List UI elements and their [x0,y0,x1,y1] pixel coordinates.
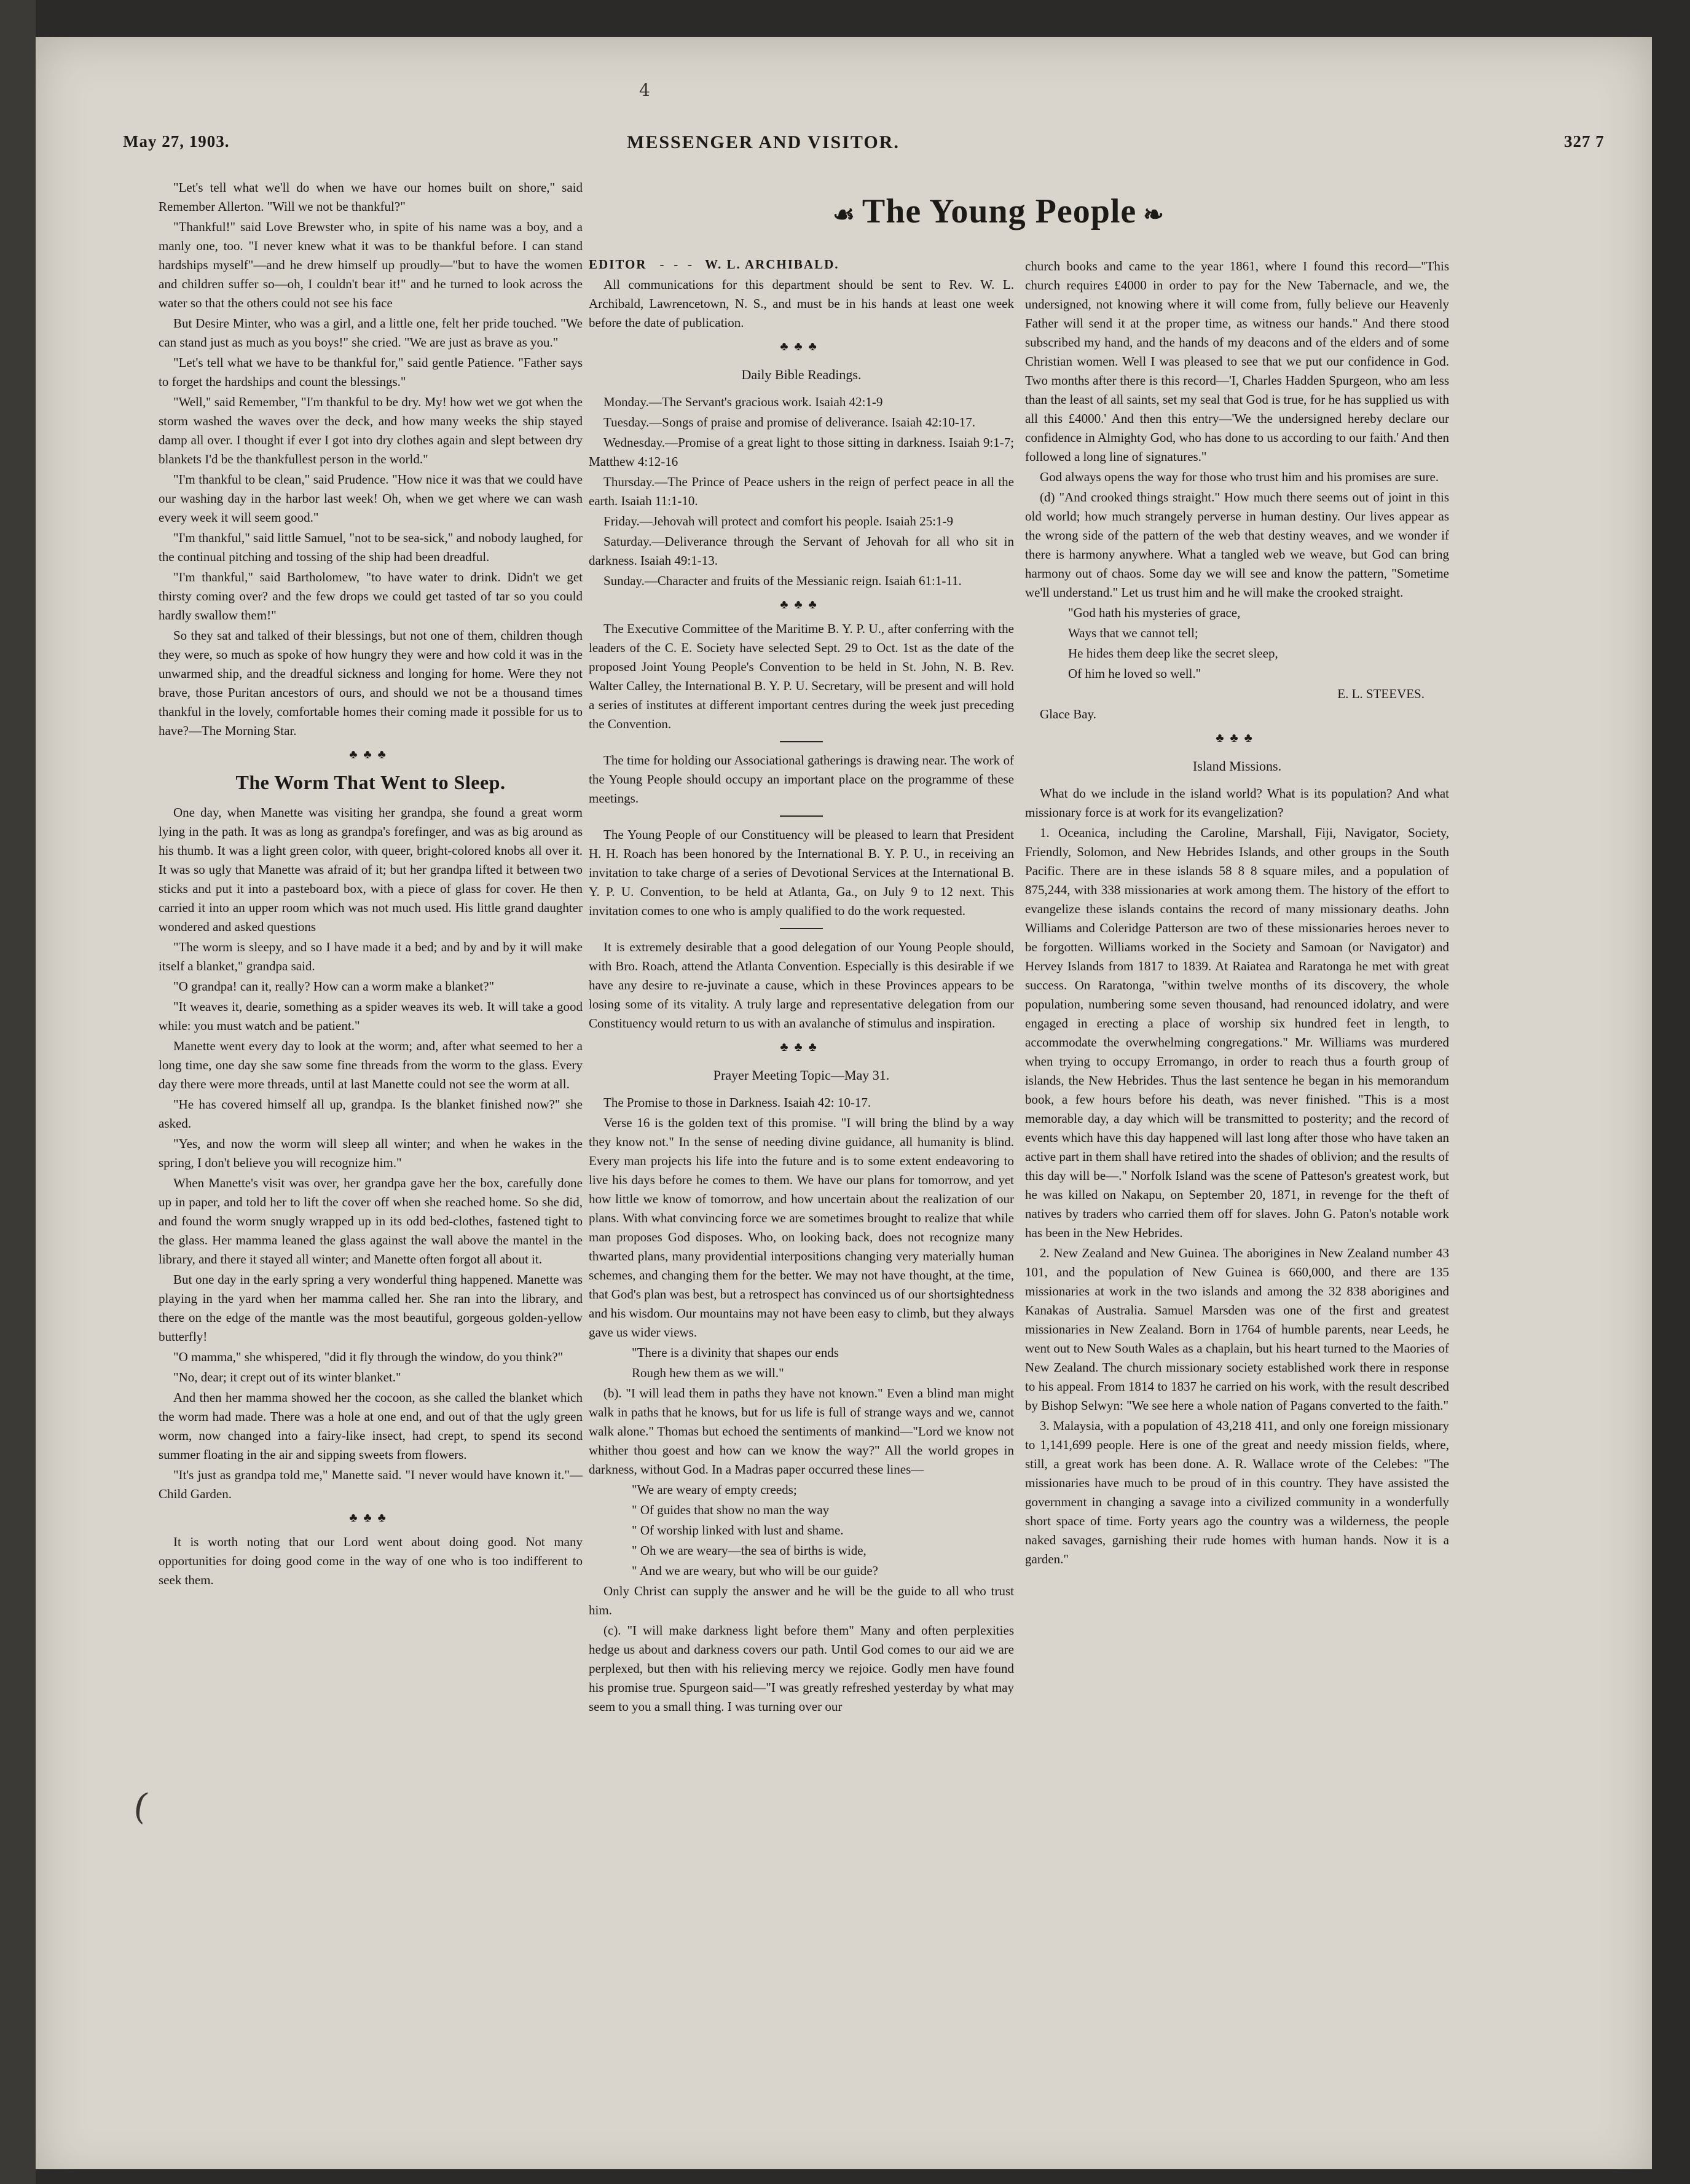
paragraph: "I'm thankful," said little Samuel, "not to be sea-sick," and nobody laughed, for the continual pitching and tossing of the ship had been dreadful. [159,530,583,564]
reading-item: Wednesday.—Promise of a great light to those sitting in darkness. Isaiah 9:1-7; Matthew 4:12-16 [589,435,1014,469]
section-ornament-icon: ♣♣♣ [349,748,392,761]
paragraph: "O grandpa! can it, really? How can a worm make a blanket?" [173,979,495,994]
poem-line: "We are weary of empty creeds; [632,1482,797,1497]
poem-line: Rough hew them as we will." [632,1365,784,1380]
paragraph: "Well," said Remember, "I'm thankful to be dry. My! how wet we got when the storm washed the waves over the deck, and how many weeks the ship stayed damp all over. I thought if ever I got into dry clothes again and slept between dry blankets I'd be the thankfullest person in the world." [159,395,583,466]
editor-line: EDITOR - - - W. L. ARCHIBALD. [589,257,839,272]
column-3 [1025,257,1449,2156]
paragraph: "I'm thankful," said Bartholomew, "to have water to drink. Didn't we get thirsty coming over? and the few drops we could get tasted of tar so you could hardly swallow them!" [159,570,583,623]
paragraph: church books and came to the year 1861, where I found this record—"This church requires £4000 in order to pay for the New Tabernacle, and we, the undersigned, not knowing where it will come from, fully believe our Heavenly Father will send it at the proper time, as witness our hands." And there stood subscribed my hand, and the hands of my deacons and of the elders and of some Christian women. Well I was pleased to see that we put our confidence in God. Two months after there is this record—'I, Charles Hadden Spurgeon, who am less than the least of all saints, set my seal that God is true, for he has supplied us with all this £4000.' And then this entry—'We the undersigned hereby declare our confidence in Almighty God, who has done to us according to our faith.' And then followed a long line of signatures." [1025,259,1449,464]
paragraph: "I'm thankful to be clean," said Prudence. "How nice it was that we could have our washing day in the harbor last week! Oh, when we get where we can wash every week it will seem good." [159,472,583,525]
article-title: The Worm That Went to Sleep. [235,771,506,793]
divider [780,741,823,742]
paragraph: "It weaves it, dearie, something as a spider weaves its web. It will take a good while: you must watch and be patient." [159,999,583,1033]
poem-line: "God hath his mysteries of grace, [1068,605,1241,620]
paragraph: Verse 16 is the golden text of this promise. "I will bring the blind by a way they know not." In the sense of needing divine guidance, all humanity is blind. Every man projects his life into the future and is to some extent endeavoring to live his days before he comes to them. We have our plans for tomorrow, and yet how little we know of tomorrow, and how uncertain about the realization of our plans. With what convincing force we are sometimes brought to realize that while man proposes God disposes. Who, on looking back, does not recognize many thwarted plans, many providential interpositions changing very materially human schemes, and changing them for the better. We may not have thought, at the time, that God's plan was best, but a retrospect has convinced us of our shortsightedness and his wisdom. Our mountains may not have been easy to climb, but they always gave us wider views. [589,1115,1014,1340]
section-ornament-icon: ♣♣♣ [1216,731,1259,745]
paragraph: "O mamma," she whispered, "did it fly through the window, do you think?" [173,1349,564,1364]
paragraph: 2. New Zealand and New Guinea. The aborigines in New Zealand number 43 101, and the population of New Guinea is 660,000, and there are 135 missionaries at work in the two islands and among the 32 838 aborigines and Kanakas of Australia. Samuel Marsden was one of the first and greatest missionaries in New Zealand. Born in 1764 of humble parents, near Leeds, he went out to New South Wales as a chaplain, but his heart turned to the Maories of New Zealand. The church missionary society established work there in response to his appeal. From 1814 to 1837 he carried on his work, with the result described by Bishop Selwyn: "We see here a whole nation of Pagans converted to the faith." [1025,1246,1449,1413]
paragraph: All communications for this department should be sent to Rev. W. L. Archibald, Lawrencetown, N. S., and must be in his hands at least one week before the date of publication. [589,277,1014,330]
section-ornament-icon: ♣♣♣ [780,1040,823,1054]
paragraph: One day, when Manette was visiting her grandpa, she found a great worm lying in the path. It was as long as grandpa's forefinger, and was as big around as his thumb. It was a light green color, with queer, bright-colored knobs all over it. It was so ugly that Manette was afraid of it; but her grandpa lifted it between two sticks and put it into a pasteboard box, with a piece of glass for cover. He then carried it into an upper room which was not much used. His little grand daughter wondered and asked questions [159,805,583,934]
paragraph: 3. Malaysia, with a population of 43,218 411, and only one foreign missionary to 1,141,699 people. Here is one of the great and needy mission fields, where, still, a great work has been done. A. R. Wallace wrote of the Celebes: "The missionaries have much to be proud of in this country. They have assisted the government in changing a savage into a civilized community in a wonderfully short space of time. Forty years ago the country was a wilderness, the people naked savages, garnishing their rude homes with human hands. Now it is a garden." [1025,1418,1449,1566]
paragraph: It is worth noting that our Lord went about doing good. Not many opportunities for doing good come in the way of one who is too indifferent to seek them. [159,1534,583,1587]
author-signature: E. L. STEEVES. [1337,686,1425,701]
paragraph: "Let's tell what we have to be thankful for," said gentle Patience. "Father says to forget the hardships and count the blessings." [159,355,583,389]
paragraph: "No, dear; it crept out of its winter blanket." [173,1370,401,1385]
pilgrim-story [159,178,583,740]
poem-line: " Of guides that show no man the way [632,1502,830,1517]
paragraph: It is extremely desirable that a good delegation of our Young People should, with Bro. Roach, attend the Atlanta Convention. Especially is this desirable if we have any desire to re-juvinate a cause, which in these Provinces appears to be losing some of its vitality. A truly large and representative delegation from our Constituency would return to us with an avalanche of stimulus and inspiration. [589,940,1014,1031]
reading-item: Tuesday.—Songs of praise and promise of deliverance. Isaiah 42:10-17. [603,415,975,430]
paragraph: (b). "I will lead them in paths they have not known." Even a blind man might walk in paths that he knows, but for us life is full of strange ways and we, cannot walk alone." Thomas but echoed the sentiments of mankind—"Lord we know not whither thou goest and how can we know the way?" All the world gropes in darkness, without God. In a Madras paper occurred these lines— [589,1386,1014,1477]
paragraph: "Thankful!" said Love Brewster who, in spite of his name was a boy, and a manly one, too. "I never knew what it was to be thankful before. I can stand hardships myself"—and he drew himself up proudly—"but to have the women and children suffer so—oh, I couldn't bear it!" and he turned to look across the water so that the others could not see his face [159,219,583,310]
paragraph: (c). "I will make darkness light before them" Many and often perplexities hedge us about and darkness covers our path. Until God comes to our aid we are perplexed, but then with his relieving mercy we rejoice. Godly men have found his promise true. Spurgeon said—"I was greatly refreshed yesterday by what may seem to you a small thing. I was turning over our [589,1623,1014,1714]
paragraph: The time for holding our Associational gatherings is drawing near. The work of the Young People should occupy an important place on the programme of these meetings. [589,753,1014,806]
page-bottom-edge [36,2169,1652,2184]
island-missions-title: Island Missions. [1192,758,1282,774]
paragraph: "He has covered himself all up, grandpa. Is the blanket finished now?" she asked. [159,1097,583,1131]
ornament-left-icon: ☙ [833,200,862,229]
paragraph: God always opens the way for those who trust him and his promises are sure. [1040,469,1439,484]
paragraph: 1. Oceanica, including the Caroline, Marshall, Fiji, Navigator, Society, Friendly, Solomon, and New Hebrides Islands, and other groups in the South Pacific. There are in these islands 58 8 8 square miles, and a population of 875,244, with 338 missionaries at work among them. The history of the effort to evangelize these islands contains the record of many missionary deaths. John Williams and Coleridge Patterson are two of these missionaries heroes never to be forgotten. Williams worked in the Society and Samoan (or Navigator) and Hervey Islands from 1817 to 1839. At Raiatea and Raratonga he met with great success. On Raratonga, "within twelve months of its discovery, the whole population, numbering some seven thousand, had renounced idolatry, and were engaged in erecting a place of worship six hundred feet in length, to accommodate the overwhelming congregations." Mr. Williams was murdered when trying to occupy Erromango, in order to reach thus a fourth group of islands, the New Hebrides. Thus the last sentence he began in his memorandum book, a few hours before his death, was never finished. "This is a most memorable day, a day which will be transmitted to posterity; and the record of events which have this day happened will last long after those who have taken an active part in them shall have retired into the shades of oblivion; and the results of this day will be—." Norfolk Island was the scene of Patteson's greatest work, but he was killed on Nakapu, on September 20, 1871, in revenge for the theft of natives by traders who carried them off for slaves. John G. Paton's notable work has been in the New Hebrides. [1025,825,1449,1240]
section-ornament-icon: ♣♣♣ [780,598,823,611]
place-line: Glace Bay. [1040,707,1096,721]
poem-line: " And we are weary, but who will be our guide? [632,1563,878,1578]
masthead: MESSENGER AND VISITOR. [627,132,900,152]
paragraph: So they sat and talked of their blessings, but not one of them, children though they were, so much as spoke of how hungry they were and how cold it was in the unwarmed ship, and the dreadful sickness and longing for home. Were they not brave, those Puritan ancestors of ours, and should we not be a thousand times thankful in the lovely, comfortable homes their coming made it possible for us to have?—The Morning Star. [159,628,583,738]
section-ornament-icon: ♣♣♣ [780,340,823,353]
readings-title: Daily Bible Readings. [741,367,862,382]
divider [780,928,823,929]
editor-label: EDITOR [589,257,647,272]
paragraph: But Desire Minter, who was a girl, and a little one, felt her pride touched. "We can stand just as much as you boys!" she cried. "We are just as brave as you." [159,316,583,350]
section-title [833,192,1165,231]
paragraph: What do we include in the island world? What is its population? And what missionary force is at work for its evangelization? [1025,786,1449,820]
paragraph: "It's just as grandpa told me," Manette said. "I never would have known it."—Child Garden. [159,1467,583,1501]
reading-item: Friday.—Jehovah will protect and comfort his people. Isaiah 25:1-9 [603,514,953,528]
section-title-text: The Young People [862,192,1137,230]
poem-line: He hides them deep like the secret sleep, [1068,646,1278,661]
paragraph: The Young People of our Constituency will be pleased to learn that President H. H. Roach has been honored by the International B. Y. P. U., in receiving an invitation to take charge of a series of Devotional Services at the International B. Y. P. U. Convention, to be held at Atlanta, Ga., on July 9 to 12 next. This invitation comes to one who is amply qualified to do the work requested. [589,827,1014,918]
poem-line: " Of worship linked with lust and shame. [632,1523,844,1538]
poem-line: "There is a divinity that shapes our ends [632,1345,839,1360]
paragraph: "Yes, and now the worm will sleep all winter; and when he wakes in the spring, I don't believe you will recognize him." [159,1136,583,1170]
reading-item: Monday.—The Servant's gracious work. Isaiah 42:1-9 [603,395,883,409]
paragraph: Manette went every day to look at the worm; and, after what seemed to her a long time, one day she saw some fine threads from the worm to the glass. Every day there were more threads, until at last Manette could not see the worm at all. [159,1039,583,1091]
column-1 [159,178,583,2145]
binding-edge [0,0,36,2184]
reading-item: Thursday.—The Prince of Peace ushers in the reign of perfect peace in all the earth. Isaiah 11:1-10. [589,474,1014,508]
reading-item: Saturday.—Deliverance through the Servant of Jehovah for all who sit in darkness. Isaiah 49:1-13. [589,534,1014,568]
issue-date: May 27, 1903. [123,132,230,151]
poem-line: " Oh we are weary—the sea of births is wide, [632,1543,867,1558]
column-2 [589,255,1014,2154]
section-ornament-icon: ♣♣♣ [349,1511,392,1525]
editor-name: W. L. ARCHIBALD. [704,257,839,272]
page-number: 327 7 [1564,132,1605,151]
top-mark: 4 [639,80,650,100]
paragraph: "The worm is sleepy, and so I have made it a bed; and by and by it will make itself a blanket," grandpa said. [159,940,583,973]
paragraph: The Executive Committee of the Maritime B. Y. P. U., after conferring with the leaders of the C. E. Society have selected Sept. 29 to Oct. 1st as the date of the proposed Joint Young People's Convention to be held in St. John, N. B. Rev. Walter Calley, the International B. Y. P. U. Secretary, will be present and will hold a series of institutes at different important centres during the week just preceding the Convention. [589,621,1014,731]
paragraph: The Promise to those in Darkness. Isaiah 42: 10-17. [603,1095,871,1110]
paragraph: "Let's tell what we'll do when we have our homes built on shore," said Remember Allerton. "Will we not be thankful?" [159,180,583,214]
worm-story [159,803,583,1504]
paragraph: And then her mamma showed her the cocoon, as she called the blanket which the worm had made. There was a hole at one end, and out of that the ugly green worm, now changed into a fairy-like insect, had crept, to spend its second summer floating in the air and sipping sweets from flowers. [159,1390,583,1462]
prayer-topic-title: Prayer Meeting Topic—May 31. [713,1067,890,1083]
poem-line: Ways that we cannot tell; [1068,626,1198,640]
divider [780,815,823,817]
ornament-right-icon: ❧ [1136,200,1165,229]
margin-pencil-mark-icon: ( [130,1784,152,1828]
poem-line: Of him he loved so well." [1068,666,1201,681]
reading-item: Sunday.—Character and fruits of the Messianic reign. Isaiah 61:1-11. [603,573,962,588]
paragraph: When Manette's visit was over, her grandpa gave her the box, carefully done up in paper, and told her to lift the cover off when she reached home. So she did, and found the worm snugly wrapped up in its odd bed-clothes, fastened tight to the glass. Her mamma leaned the glass against the wall above the mantel in the library, and there it stayed all winter; and Manette often forgot all about it. [159,1176,583,1267]
paragraph: Only Christ can supply the answer and he will be the guide to all who trust him. [589,1584,1014,1617]
paragraph: But one day in the early spring a very wonderful thing happened. Manette was playing in the yard when her mamma called her. She ran into the library, and there on the edge of the mantle was the most beautiful, gorgeous golden-yellow butterfly! [159,1272,583,1344]
paragraph: (d) "And crooked things straight." How much there seems out of joint in this old world; how much strangely perverse in human destiny. Our lives appear as the wrong side of the pattern of the web that destiny weaves, and we wonder if there is harmony anywhere. What a tangled web we weave, but God can bring harmony out of chaos. Some day we will see and know the pattern, "Sometime we'll understand." Let us trust him and he will make the crooked straight. [1025,490,1449,600]
